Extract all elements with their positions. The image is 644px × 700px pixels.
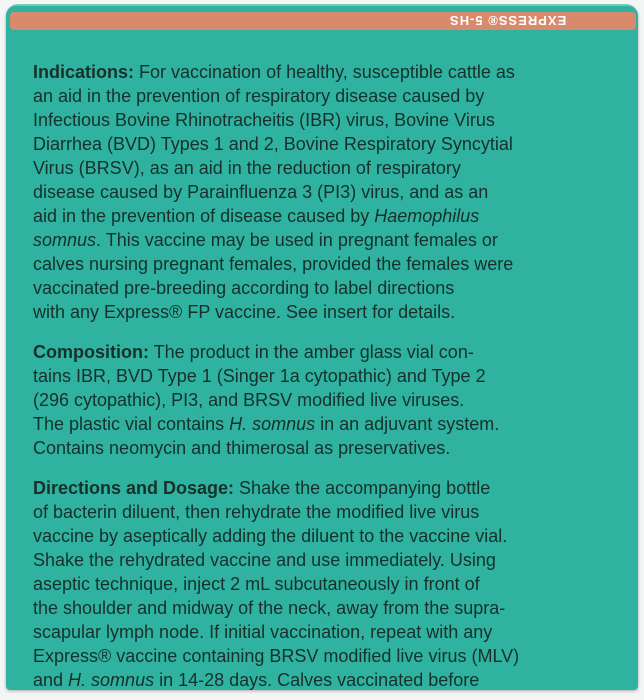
text-segment: Infectious Bovine Rhinotracheitis (IBR) virus, Bovine Virus [33,110,495,130]
text-segment: aid in the prevention of disease caused by [33,206,375,226]
text-segment: The plastic vial contains [33,414,230,434]
text-segment: with any Express® FP vaccine. See insert for details. [33,302,456,322]
text-segment: in an adjuvant system. [315,414,500,434]
text-line [33,476,519,500]
text-line [33,388,519,412]
text-line [33,180,519,204]
text-segment: The product in the amber glass vial con- [148,342,474,362]
text-segment: tains IBR, BVD Type 1 (Singer 1a cytopathic) and Type 2 [33,366,486,386]
text-line [33,572,519,596]
text-segment: vaccinated pre-breeding according to label directions [33,278,455,298]
text-segment: H. somnus [229,414,316,434]
section-heading: Directions and Dosage: [33,478,235,498]
text-line [33,436,519,460]
text-segment: Virus (BRSV), as an aid in the reduction of respiratory [33,158,461,178]
text-line [33,620,519,644]
text-line [33,60,519,84]
text-line [33,500,519,524]
section-composition [33,340,519,460]
text-segment: somnus [33,230,97,250]
section-indications [33,60,519,324]
text-segment: . This vaccine may be used in pregnant females or [96,230,498,250]
text-line [33,132,519,156]
text-line [33,204,519,228]
text-segment: H. somnus [68,670,155,690]
text-line [33,644,519,668]
text-line [33,84,519,108]
text-segment: Contains neomycin and thimerosal as preservatives. [33,438,451,458]
text-segment: an aid in the prevention of respiratory disease caused by [33,86,485,106]
text-line [33,340,519,364]
text-line [33,548,519,572]
text-segment: and [33,670,69,690]
text-segment: disease caused by Parainfluenza 3 (PI3) virus, and as an [33,182,489,202]
text-segment: Express® vaccine containing BRSV modified live virus (MLV) [33,646,520,666]
brand-name: EXPRESS® 5-HS [448,13,566,28]
label-text [33,60,519,692]
text-segment: Shake the accompanying bottle [234,478,491,498]
text-segment: Shake the rehydrated vaccine and use immediately. Using [33,550,496,570]
text-line [33,524,519,548]
text-line [33,412,519,436]
section-gap [33,460,519,476]
text-line [33,364,519,388]
brand-strip [10,12,636,30]
text-segment: in 14-28 days. Calves vaccinated before [154,670,480,690]
text-line [33,228,519,252]
text-line [33,252,519,276]
section-gap [33,324,519,340]
text-segment: (296 cytopathic), PI3, and BRSV modified live viruses. [33,390,465,410]
text-line [33,156,519,180]
text-line [33,300,519,324]
section-directions-and-dosage [33,476,519,692]
text-segment: Haemophilus [374,206,480,226]
text-line [33,668,519,692]
text-segment: calves nursing pregnant females, provided the females were [33,254,514,274]
text-line [33,108,519,132]
section-heading: Indications: [33,62,135,82]
text-line [33,596,519,620]
text-segment: vaccine by aseptically adding the diluent to the vaccine vial. [33,526,508,546]
text-segment: Diarrhea (BVD) Types 1 and 2, Bovine Respiratory Syncytial [33,134,513,154]
text-segment: the shoulder and midway of the neck, away from the supra- [33,598,506,618]
text-segment: scapular lymph node. If initial vaccination, repeat with any [33,622,493,642]
text-line [33,276,519,300]
text-segment: of bacterin diluent, then rehydrate the modified live virus [33,502,480,522]
section-heading: Composition: [33,342,149,362]
text-segment: For vaccination of healthy, susceptible cattle as [134,62,515,82]
text-segment: aseptic technique, inject 2 mL subcutaneously in front of [33,574,480,594]
